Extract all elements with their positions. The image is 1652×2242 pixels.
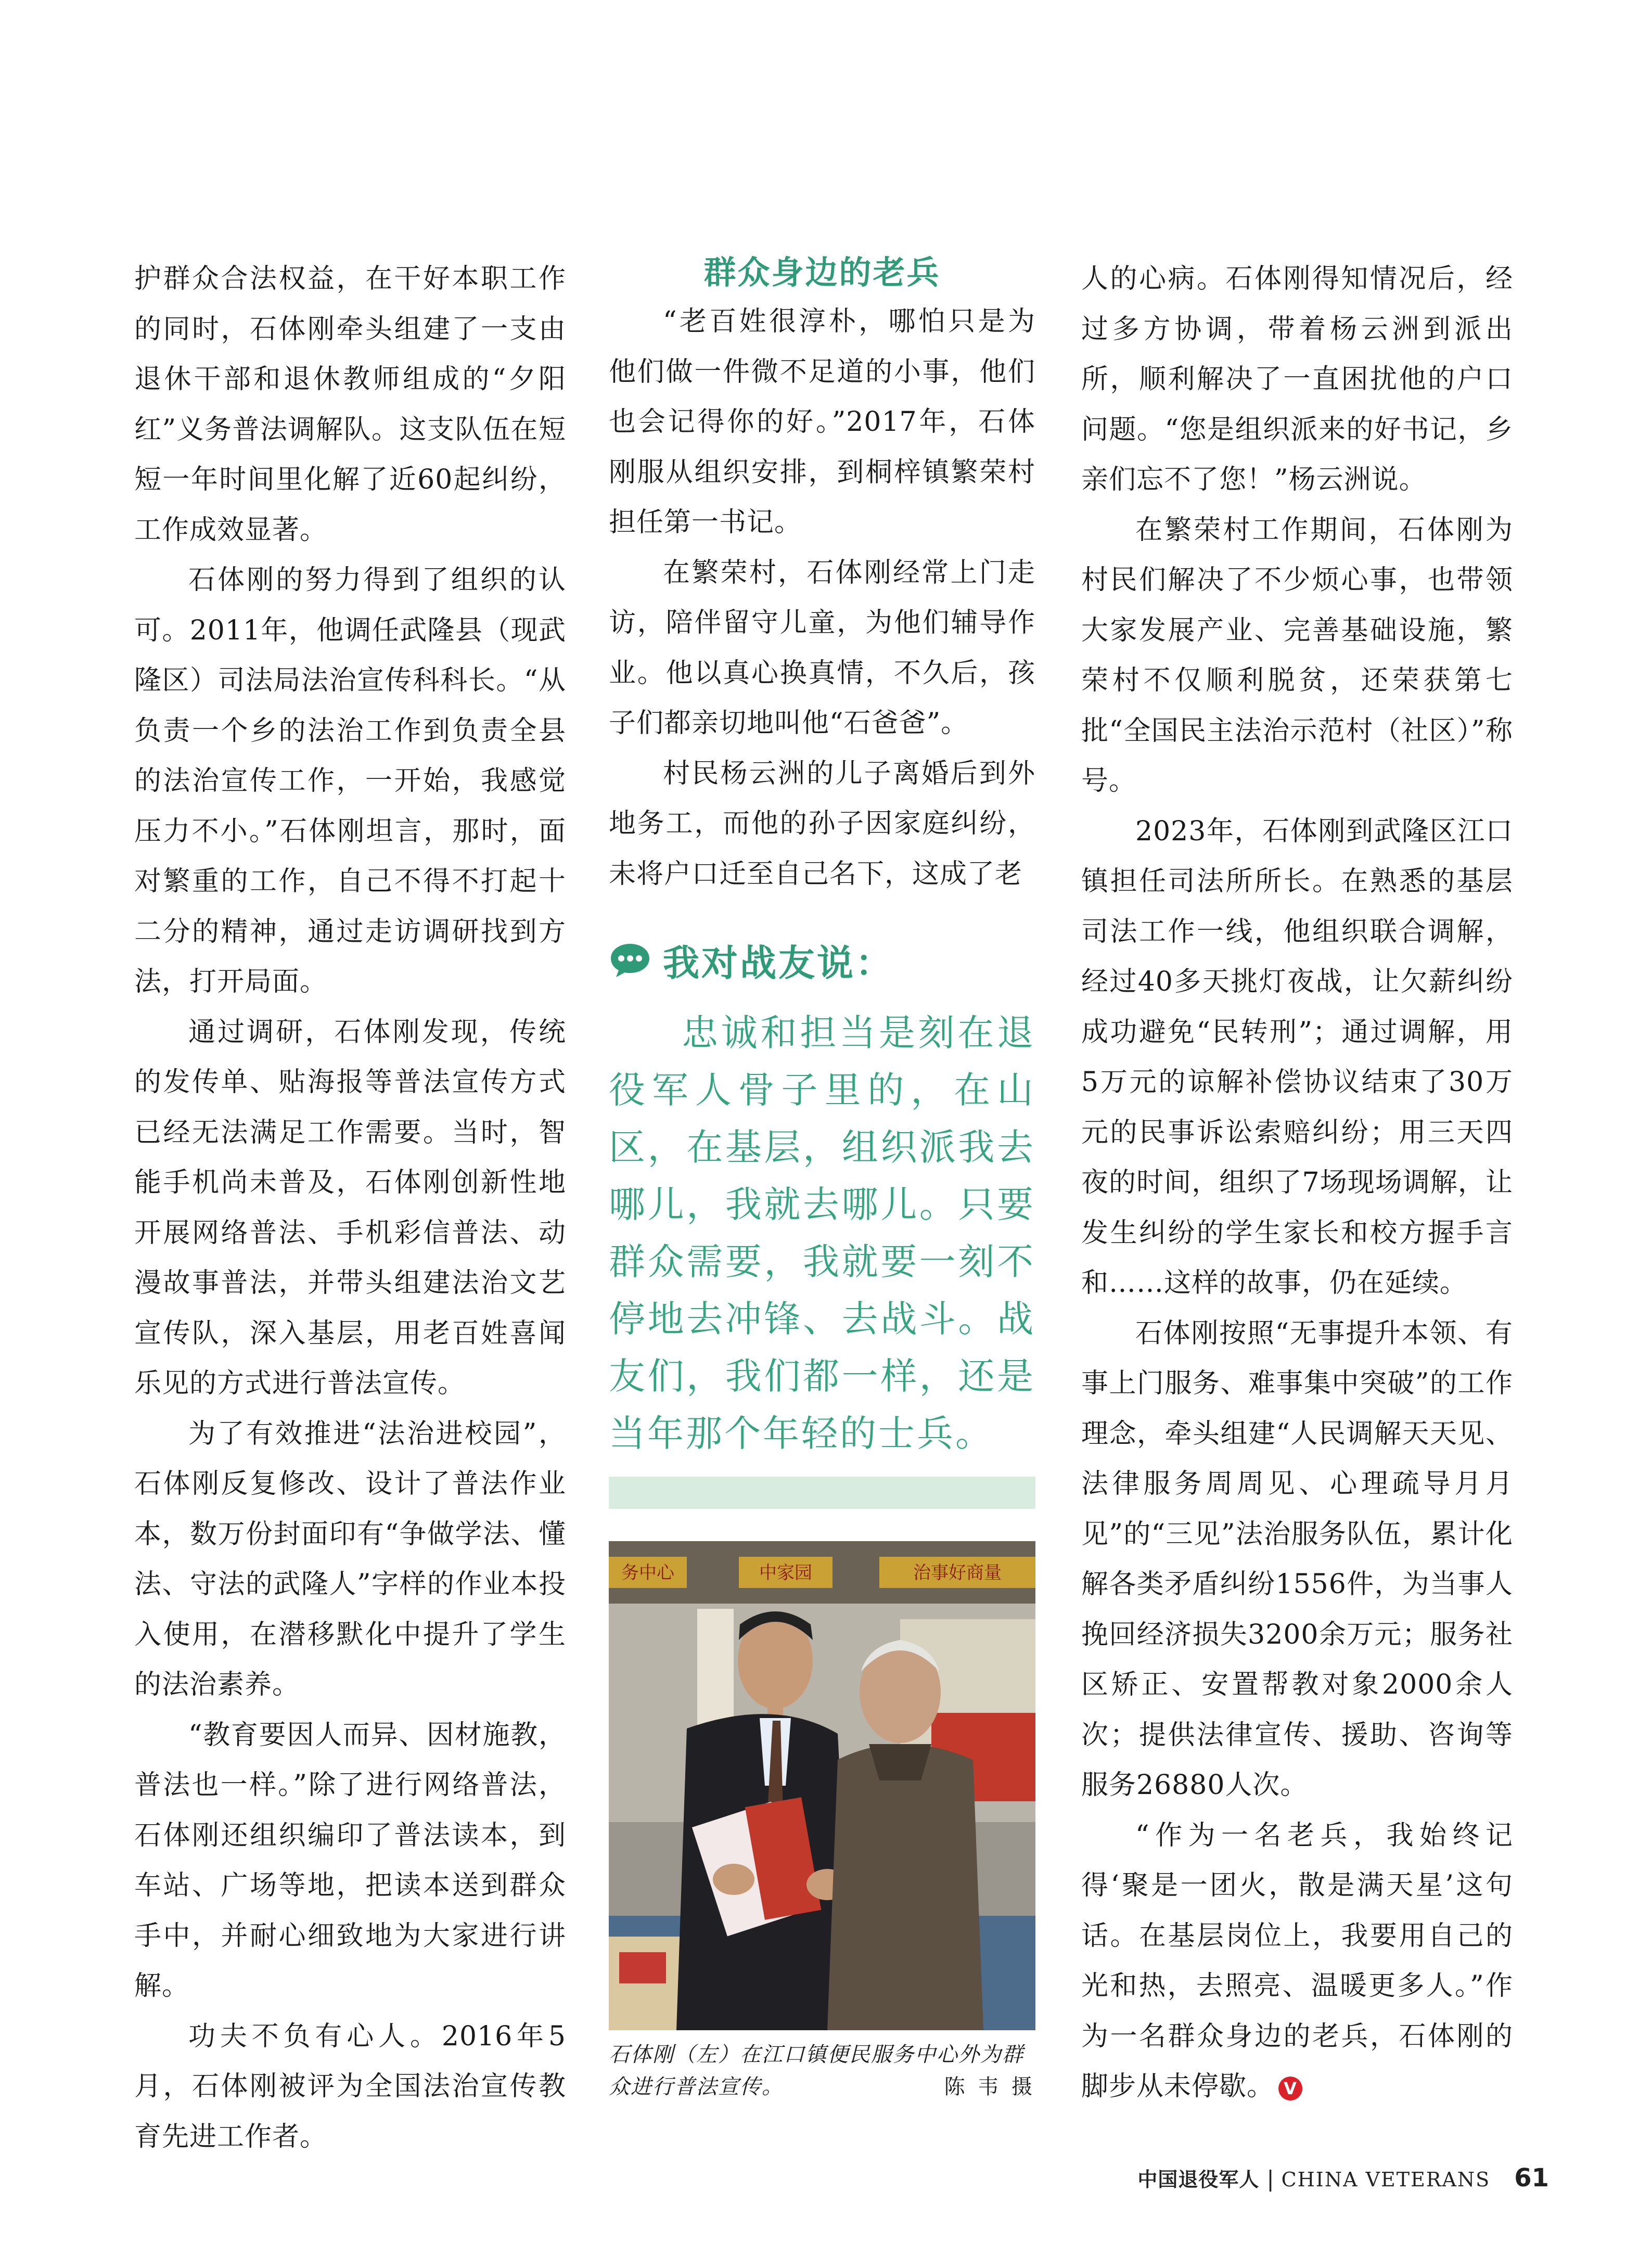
photo-illustration (609, 1541, 1035, 2030)
right-column (1081, 254, 1513, 2112)
quote-title: 我对战友说： (663, 941, 894, 984)
section-title: 群众身边的老兵 (703, 253, 941, 291)
paragraph: 功夫不负有心人。2016年5月，石体刚被评为全国法治宣传教育先进工作者。 (134, 2020, 566, 2153)
decorative-bar (609, 1477, 1035, 1509)
speech-bubble-icon (609, 942, 651, 978)
veterans-logo-icon: V (1278, 2077, 1302, 2100)
quote-box (609, 931, 1035, 1462)
page-footer (1137, 2163, 1549, 2193)
caption-text: 石体刚（左）在江口镇便民服务中心外为群众进行普法宣传。 (609, 2043, 1024, 2099)
quote-header (609, 931, 1035, 989)
paragraph: 为了有效推进“法治进校园”，石体刚反复修改、设计了普法作业本，数万份封面印有“争做学法、懂法、守法的武隆人”字样的作业本投入使用，在潜移默化中提升了学生的法治素养。 (134, 1418, 566, 1700)
shop-sign: 治事好商量 (913, 1562, 1002, 1583)
photo-credit: 陈 韦 摄 (944, 2075, 1035, 2099)
paragraph: 在繁荣村工作期间，石体刚为村民们解决了不少烦心事，也带领大家发展产业、完善基础设施，繁荣村不仅顺利脱贫，还荣获第七批“全国民主法治示范村（社区）”称号。 (1081, 514, 1513, 797)
page-number: 61 (1514, 2163, 1549, 2193)
paragraph: 在繁荣村，石体刚经常上门走访，陪伴留守儿童，为他们辅导作业。他以真心换真情，不久后，孩子们都亲切地叫他“石爸爸”。 (609, 557, 1035, 739)
paragraph: 护群众合法权益，在干好本职工作的同时，石体刚牵头组建了一支由退休干部和退休教师组成的“夕阳红”义务普法调解队。这支队伍在短短一年时间里化解了近60起纠纷，工作成效显著。 (134, 263, 566, 546)
left-column (134, 254, 566, 2162)
footer-separator: | (1266, 2166, 1274, 2192)
quote-text: 忠诚和担当是刻在退役军人骨子里的，在山区，在基层，组织派我去哪儿，我就去哪儿。只要群众需要，我就要一刻不停地去冲锋、去战斗。战友们，我们都一样，还是当年那个年轻的士兵。 (609, 1011, 1035, 1455)
paragraph (1081, 1811, 1513, 2112)
paragraph: 石体刚的努力得到了组织的认可。2011年，他调任武隆县（现武隆区）司法局法治宣传科科长。“从负责一个乡的法治工作到负责全县的法治宣传工作，一开始，我感觉压力不小。”石体刚坦言，那时，面对繁重的工作，自己不得不打起十二分的精神，通过走访调研找到方法，打开局面。 (134, 565, 566, 997)
middle-column (609, 254, 1035, 899)
shop-sign: 中家园 (759, 1562, 812, 1583)
paragraph: 通过调研，石体刚发现，传统的发传单、贴海报等普法宣传方式已经无法满足工作需要。当时，智能手机尚未普及，石体刚创新性地开展网络普法、手机彩信普法、动漫故事普法，并带头组建法治文艺宣传队，深入基层，用老百姓喜闻乐见的方式进行普法宣传。 (134, 1016, 566, 1399)
magazine-name: 中国退役军人 (1137, 2168, 1260, 2191)
paragraph: 村民杨云洲的儿子离婚后到外地务工，而他的孙子因家庭纠纷，未将户口迁至自己名下，这成了老 (609, 758, 1035, 890)
paragraph-text: “作为一名老兵，我始终记得‘聚是一团火，散是满天星’这句话。在基层岗位上，我要用自己的光和热，去照亮、温暖更多人。”作为一名群众身边的老兵，石体刚的脚步从未停歇。 (1081, 1820, 1513, 2102)
paragraph: “教育要因人而异、因材施教，普法也一样。”除了进行网络普法，石体刚还组织编印了普法读本，到车站、广场等地，把读本送到群众手中，并耐心细致地为大家进行讲解。 (134, 1719, 566, 2002)
magazine-english-name: CHINA VETERANS (1281, 2168, 1491, 2191)
paragraph: 2023年，石体刚到武隆区江口镇担任司法所所长。在熟悉的基层司法工作一线，他组织联合调解，经过40多天挑灯夜战，让欠薪纠纷成功避免“民转刑”；通过调解，用5万元的谅解补偿协议结束了30万元的民事诉讼索赔纠纷；用三天四夜的时间，组织了7场现场调解，让发生纠纷的学生家长和校方握手言和……这样的故事，仍在延续。 (1081, 815, 1513, 1299)
photo (609, 1541, 1035, 2030)
photo-caption (609, 2039, 1035, 2103)
paragraph: 石体刚按照“无事提升本领、有事上门服务、难事集中突破”的工作理念，牵头组建“人民调解天天见、法律服务周周见、心理疏导月月见”的“三见”法治服务队伍，累计化解各类矛盾纠纷1556件，为当事人挽回经济损失3200余万元；服务社区矫正、安置帮教对象2000余人次；提供法律宣传、援助、咨询等服务26880人次。 (1081, 1317, 1513, 1801)
paragraph: “老百姓很淳朴，哪怕只是为他们做一件微不足道的小事，他们也会记得你的好。”2017年，石体刚服从组织安排，到桐梓镇繁荣村担任第一书记。 (609, 306, 1035, 538)
paragraph: 人的心病。石体刚得知情况后，经过多方协调，带着杨云洲到派出所，顺利解决了一直困扰他的户口问题。“您是组织派来的好书记，乡亲们忘不了您！”杨云洲说。 (1081, 263, 1513, 495)
shop-sign: 务中心 (621, 1562, 674, 1583)
